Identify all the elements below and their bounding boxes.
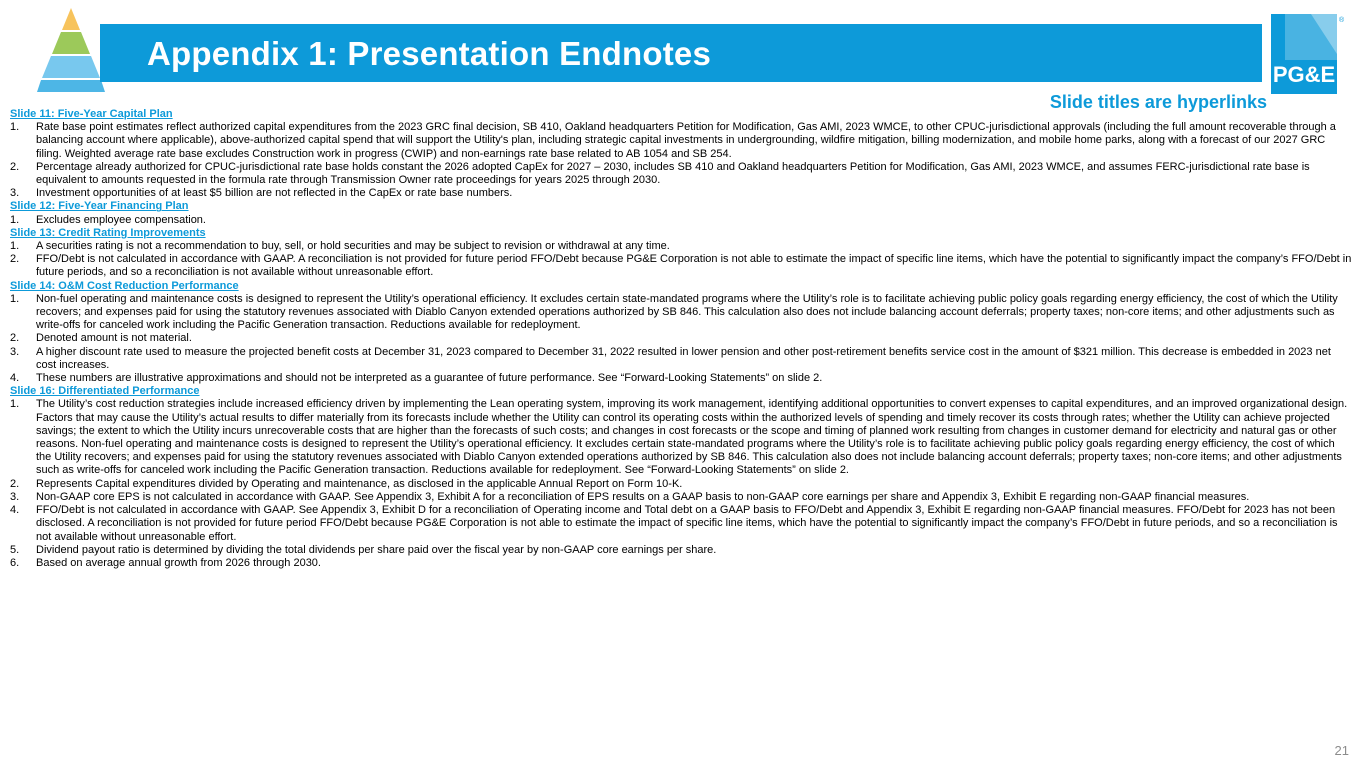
slide-16-link[interactable]: Slide 16: Differentiated Performance bbox=[10, 385, 200, 398]
note-text: Investment opportunities of at least $5 billion are not reflected in the CapEx or rate base numbers. bbox=[36, 187, 513, 200]
note-number: 3. bbox=[10, 345, 20, 358]
note-text: FFO/Debt is not calculated in accordance with GAAP. A reconciliation is not provided for future period FFO/Debt because PG&E Corporation is not able to estimate the impact of specific line items, which have the potential to significantly impact the company’s FFO/Debt in future periods, and so a reconciliation is not available without unreasonable effort. bbox=[36, 253, 1352, 279]
logo-registered-mark: ® bbox=[1339, 17, 1345, 24]
note-text: FFO/Debt is not calculated in accordance with GAAP. See Appendix 3, Exhibit D for a reconciliation of Operating income and Total debt on a GAAP basis to FFO/Debt and Appendix 3, Exhibit E regarding non-GAAP financial measures. FFO/Debt for 2023 has not been disclosed. A reconciliation is not provided for future period FFO/Debt because PG&E Corporation is not able to estimate the impact of specific line items, which have the potential to significantly impact the company’s FFO/Debt in future periods, and so a reconciliation is not available without unreasonable effort. bbox=[36, 504, 1338, 543]
note-text: Non-GAAP core EPS is not calculated in accordance with GAAP. See Appendix 3, Exhibit A for a reconciliation of EPS results on a GAAP basis to non-GAAP core earnings per share and Appendix 3, Exhibit E regarding non-GAAP financial measures. bbox=[36, 490, 1250, 503]
list-item bbox=[10, 161, 1353, 187]
list-item bbox=[10, 544, 1353, 557]
list-item bbox=[10, 491, 1353, 504]
note-text: Rate base point estimates reflect authorized capital expenditures from the 2023 GRC final decision, SB 410, Oakland headquarters Petition for Modification, Gas AMI, 2023 WMCE, to other CPUC-jurisdictional approvals (including the full amount recoverable through a balancing account where applicable), above-authorized capital spend that will support the Utility's plan, including strategic capital investments in undergrounding, wildfire mitigation, billing modernization, and mobile home parks, along with a forecast of our 2027 GRC filing. Weighted average rate base excludes Construction work in progress (CWIP) and non-earnings rate base related to AB 1054 and SB 254. bbox=[36, 121, 1336, 160]
note-number: 1. bbox=[10, 398, 20, 411]
endnotes-content bbox=[10, 108, 1353, 570]
note-text: Denoted amount is not material. bbox=[36, 332, 192, 345]
note-text: Based on average annual growth from 2026 through 2030. bbox=[36, 556, 321, 569]
note-text: A securities rating is not a recommendation to buy, sell, or hold securities and may be subject to revision or withdrawal at any time. bbox=[36, 240, 670, 253]
list-item bbox=[10, 187, 1353, 200]
note-number: 1. bbox=[10, 240, 20, 253]
slide-12-link[interactable]: Slide 12: Five-Year Financing Plan bbox=[10, 200, 189, 213]
note-number: 1. bbox=[10, 213, 20, 226]
note-number: 2. bbox=[10, 477, 20, 490]
section-slide-16 bbox=[10, 385, 1353, 570]
pge-logo bbox=[1271, 14, 1345, 94]
note-text: Represents Capital expenditures divided by Operating and maintenance, as disclosed in the applicable Annual Report on Form 10-K. bbox=[36, 477, 683, 490]
list-item bbox=[10, 121, 1353, 161]
note-text: The Utility’s cost reduction strategies include increased efficiency driven by implementing the Lean operating system, improving its work management, identifying additional opportunities to convert expenses to capital expenditures, and an improved organizational design. Factors that may cause the Utility’s actual results to differ materially from its forecasts include whether the Utility can control its operating costs within the authorized levels of spending and timely recover its costs through rates; whether the Utility can achieve projected savings; the extent to which the Utility incurs unrecoverable costs that are higher than the forecasts of such costs; and changes in cost forecasts or the scope and timing of planned work resulting from changes in customer demand for electricity and natural gas or other reasons. Non-fuel operating and maintenance costs is designed to represent the Utility’s operational efficiency. It excludes certain state-mandated programs where the Utility’s role is to facilitate achieving public policy goals regarding energy efficiency, the cost of which the Utility recovers; and expenses paid for using the statutory revenues associated with Diablo Canyon extended operations authorized by SB 846. This calculation also does not include balancing account deferrals; property taxes; non-core items; and other adjustments such as write-offs for canceled work including the Pacific Generation transaction. Reductions available for redeployment. See “Forward-Looking Statements” on slide 2. bbox=[36, 398, 1348, 477]
list-item bbox=[10, 346, 1353, 372]
list-item bbox=[10, 557, 1353, 570]
list-item bbox=[10, 398, 1353, 477]
note-number: 4. bbox=[10, 372, 20, 385]
note-text: Non-fuel operating and maintenance costs is designed to represent the Utility’s operational efficiency. It excludes certain state-mandated programs where the Utility’s role is to facilitate achieving public policy goals regarding energy efficiency, the cost of which the Utility recovers; and expenses paid for using the statutory revenues associated with Diablo Canyon extended operations authorized by SB 846. This calculation also does not include balancing account deferrals; property taxes; non-core items; and other adjustments such as write-offs for canceled work including the Pacific Generation transaction. Reductions available for redeployment. bbox=[36, 292, 1338, 332]
list-item bbox=[10, 293, 1353, 333]
note-number: 2. bbox=[10, 253, 20, 266]
section-slide-12 bbox=[10, 200, 1353, 226]
section-slide-11 bbox=[10, 108, 1353, 200]
note-text: Excludes employee compensation. bbox=[36, 213, 206, 226]
note-number: 4. bbox=[10, 504, 20, 517]
note-number: 2. bbox=[10, 332, 20, 345]
page-number: 21 bbox=[1334, 743, 1349, 758]
list-item bbox=[10, 478, 1353, 491]
slide-13-link[interactable]: Slide 13: Credit Rating Improvements bbox=[10, 226, 206, 239]
note-text: Dividend payout ratio is determined by dividing the total dividends per share paid over the fiscal year by non-GAAP core earnings per share. bbox=[36, 543, 717, 556]
list-item bbox=[10, 214, 1353, 227]
list-item bbox=[10, 240, 1353, 253]
note-number: 2. bbox=[10, 160, 20, 173]
note-number: 5. bbox=[10, 543, 20, 556]
list-item bbox=[10, 332, 1353, 345]
section-slide-13 bbox=[10, 227, 1353, 280]
section-slide-14 bbox=[10, 280, 1353, 386]
note-text: These numbers are illustrative approximations and should not be interpreted as a guarantee of future performance. See “Forward-Looking Statements” on slide 2. bbox=[36, 372, 823, 385]
note-number: 1. bbox=[10, 121, 20, 134]
page-title: Appendix 1: Presentation Endnotes bbox=[147, 35, 712, 72]
list-item bbox=[10, 372, 1353, 385]
note-text: Percentage already authorized for CPUC-jurisdictional rate base holds constant the 2026 adopted CapEx for 2027 – 2030, includes SB 410 and Oakland headquarters Petition for Modification, Gas AMI, 2023 WMCE, and assumes FERC-jurisdictional rate base is equivalent to amounts requested in the formula rate through Transmission Owner rate proceedings for years 2025 through 2030. bbox=[36, 160, 1310, 187]
hyperlinks-note: Slide titles are hyperlinks bbox=[1049, 92, 1267, 112]
note-number: 3. bbox=[10, 187, 20, 200]
slide-14-link[interactable]: Slide 14: O&M Cost Reduction Performance bbox=[10, 279, 239, 292]
logo-text: PG&E bbox=[1272, 62, 1336, 87]
note-text: A higher discount rate used to measure the projected benefit costs at December 31, 2023 compared to December 31, 2022 resulted in lower pension and other post-retirement benefits service cost in the amount of $321 million. This decrease is embedded in 2023 net cost increases. bbox=[36, 345, 1331, 371]
note-number: 6. bbox=[10, 556, 20, 569]
note-number: 3. bbox=[10, 490, 20, 503]
note-number: 1. bbox=[10, 292, 20, 305]
list-item bbox=[10, 504, 1353, 544]
slide-11-link[interactable]: Slide 11: Five-Year Capital Plan bbox=[10, 108, 173, 120]
list-item bbox=[10, 253, 1353, 279]
